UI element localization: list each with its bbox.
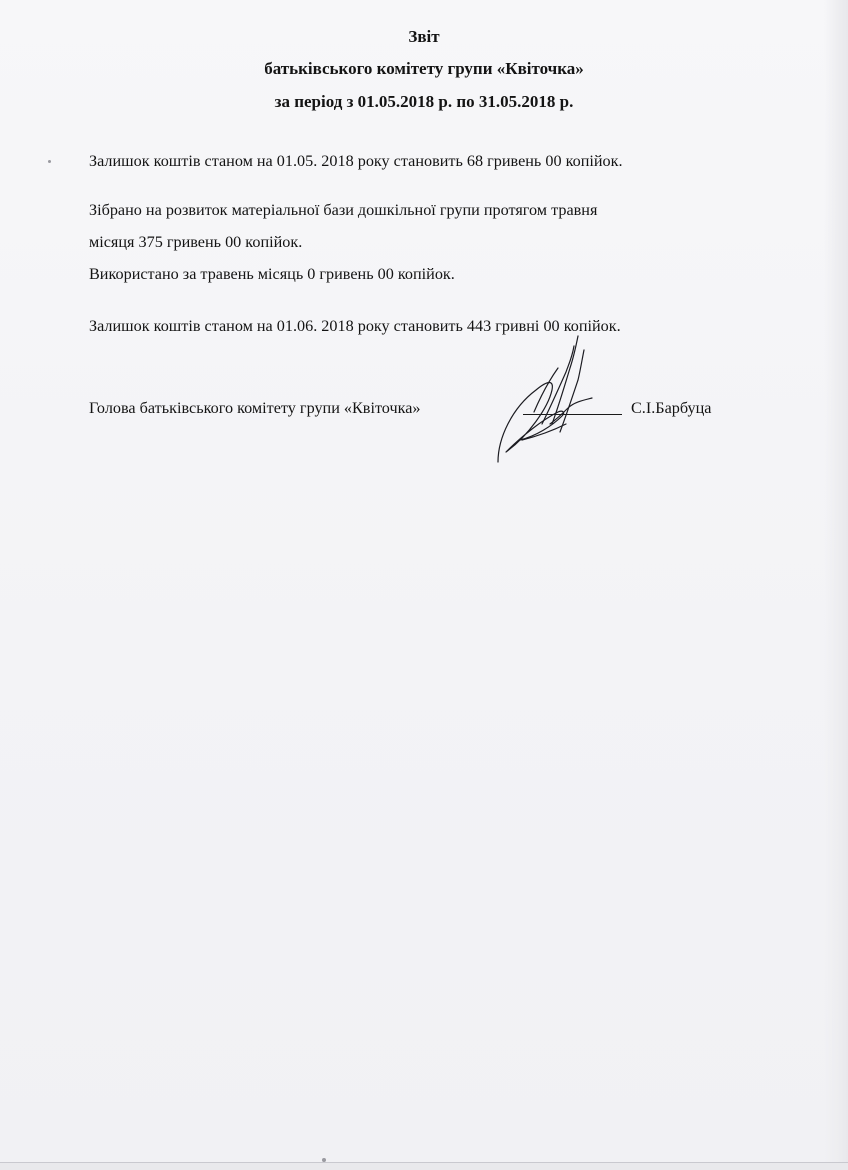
opening-balance-text: Залишок коштів станом на 01.05. 2018 року становить 68 гривень 00 копійок. [89,152,623,170]
page-bottom-edge [0,1162,848,1170]
scan-speck [322,1158,326,1162]
handwritten-signature [492,328,602,468]
collected-text-line1: Зібрано на розвиток матеріальної бази дошкільної групи протягом травня [89,201,598,219]
report-period: за період з 01.05.2018 р. по 31.05.2018 р. [274,92,574,111]
scan-speck [48,160,51,163]
spent-text: Використано за травень місяць 0 гривень 00 копійок. [89,265,455,283]
closing-balance-text: Залишок коштів станом на 01.06. 2018 року становить 443 гривні 00 копійок. [89,317,621,335]
collected-text-line2: місяця 375 гривень 00 копійок. [89,233,303,251]
signatory-name: С.І.Барбуца [631,399,712,417]
report-subtitle-committee: батьківського комітету групи «Квіточка» [264,59,584,78]
page-edge-shadow [824,0,848,1170]
report-title: Звіт [408,27,440,46]
signatory-title: Голова батьківського комітету групи «Квіточка» [89,399,421,417]
